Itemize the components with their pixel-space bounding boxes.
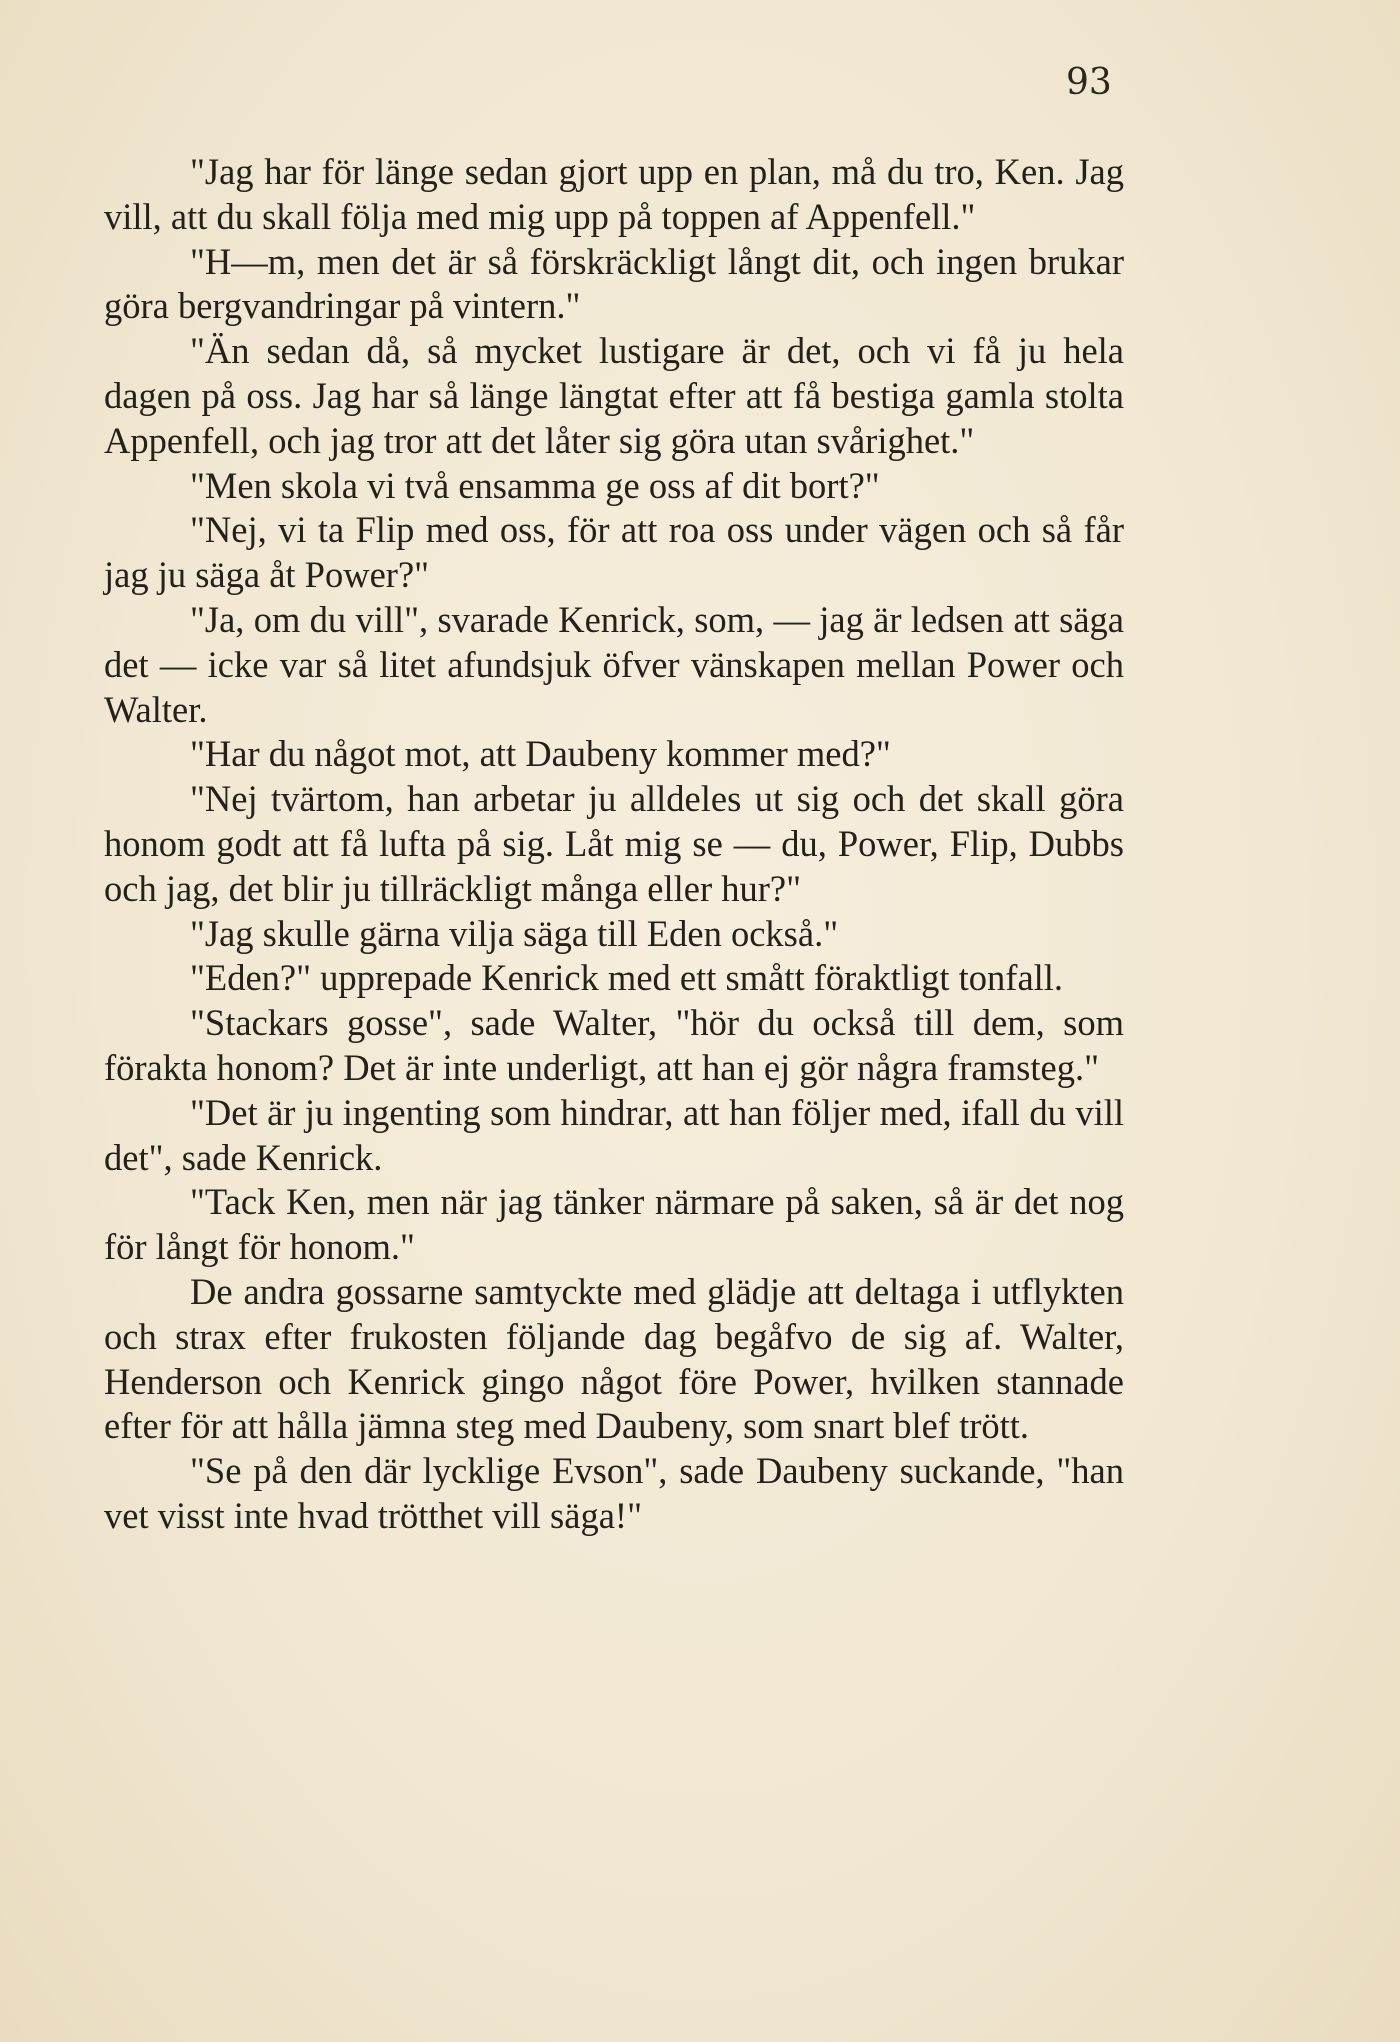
body-text [104,150,1124,1539]
paragraph: "Ja, om du vill", svarade Kenrick, som, — jag är ledsen att säga det — icke var så litet afundsjuk öfver vänskapen mellan Power och Walter. [104,598,1124,730]
paragraph: "Eden?" upprepade Kenrick med ett smått föraktligt tonfall. [190,957,1064,999]
paragraph: "Har du något mot, att Daubeny kommer med?" [190,733,891,775]
paragraph: "Nej tvärtom, han arbetar ju alldeles ut sig och det skall göra honom godt att få lufta på sig. Låt mig se — du, Power, Flip, Dubbs och jag, det blir ju tillräckligt många eller hur?" [104,778,1124,909]
paragraph: "Jag har för länge sedan gjort upp en plan, må du tro, Ken. Jag vill, att du skall följa med mig upp på toppen af Appenfell." [104,151,1124,237]
paragraph: "Se på den där lycklige Evson", sade Daubeny suckande, "han vet visst inte hvad trötthet vill säga!" [104,1450,1124,1536]
paragraph: "Men skola vi två ensamma ge oss af dit bort?" [190,464,880,506]
paragraph: "Jag skulle gärna vilja säga till Eden också." [190,912,839,954]
page-number: 93 [1066,62,1112,103]
paragraph: "H—m, men det är så förskräckligt långt dit, och ingen brukar göra bergvandringar på vintern." [104,240,1124,327]
paragraph: "Det är ju ingenting som hindrar, att han följer med, ifall du vill det", sade Kenrick. [104,1091,1124,1178]
paragraph: De andra gossarne samtyckte med glädje att deltaga i utflykten och strax efter frukosten följande dag begåfvo de sig af. Walter, Henderson och Kenrick gingo något före Power, hvilken stannade efter för att hålla jämna steg med Daubeny, som snart blef trött. [104,1270,1124,1447]
paragraph: "Stackars gosse", sade Walter, "hör du också till dem, som förakta honom? Det är inte underligt, att han ej gör några framsteg." [104,1002,1124,1088]
paragraph: "Nej, vi ta Flip med oss, för att roa oss under vägen och så får jag ju säga åt Power?" [104,509,1124,596]
paragraph: "Tack Ken, men när jag tänker närmare på saken, så är det nog för långt för honom." [104,1181,1124,1268]
paragraph: "Än sedan då, så mycket lustigare är det, och vi få ju hela dagen på oss. Jag har så länge längtat efter att få bestiga gamla stolta Appenfell, och jag tror att det låter sig göra utan svårighet." [104,330,1124,461]
